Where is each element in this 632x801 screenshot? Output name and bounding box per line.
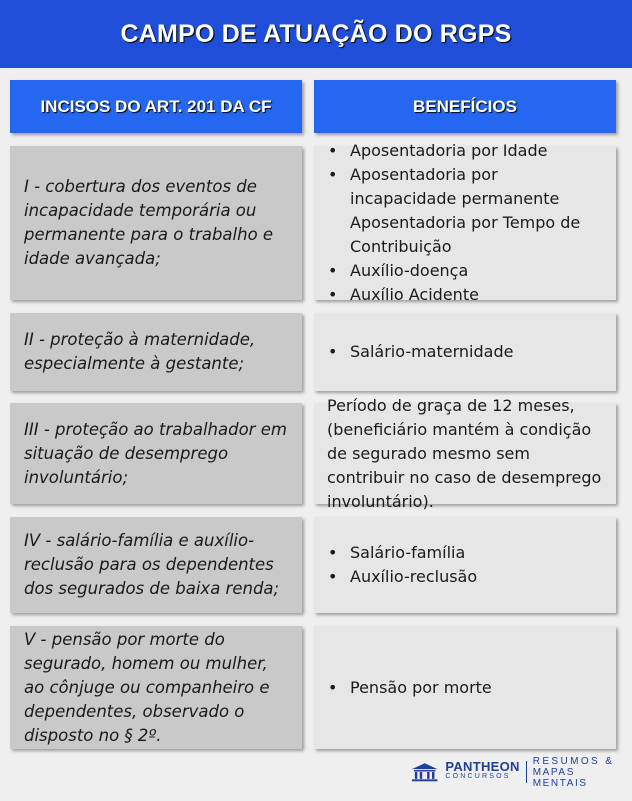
header-beneficios: BENEFÍCIOS bbox=[314, 80, 616, 133]
beneficios-row-3 bbox=[314, 395, 616, 511]
list-item: • Aposentadoria por Idade bbox=[326, 139, 606, 163]
list-item: • Salário-família bbox=[326, 541, 477, 565]
inciso-text: IV - salário-família e auxílio-reclusão para os dependentes dos segurados de baixa renda; bbox=[24, 531, 280, 598]
inciso-text: V - pensão por morte do segurado, homem ou mulher, ao cônjuge ou companheiro e dependentes, observado o disposto no § 2º. bbox=[24, 629, 270, 745]
list-item: • Auxílio-doença bbox=[326, 259, 606, 283]
list-item: • Auxílio-reclusão bbox=[326, 565, 477, 589]
benefit-text: Período de graça de 12 meses, (beneficiário mantém à condição de segurado mesmo sem contribuir no caso de desemprego involuntário). bbox=[327, 395, 602, 511]
beneficios-row-2 bbox=[314, 313, 616, 391]
list-item: • Salário-maternidade bbox=[326, 340, 513, 364]
inciso-text: I - cobertura dos eventos de incapacidade temporária ou permanente para o trabalho e idade avançada; bbox=[24, 177, 274, 268]
header-incisos: INCISOS DO ART. 201 DA CF bbox=[10, 80, 302, 133]
list-item: • Auxílio Acidente bbox=[326, 283, 606, 307]
benefit-list bbox=[326, 340, 513, 364]
footer-logo bbox=[410, 755, 632, 789]
tagline-line-1: RESUMOS & bbox=[532, 755, 615, 767]
brand-subtitle: CONCURSOS bbox=[445, 773, 511, 780]
benefit-list bbox=[326, 676, 492, 700]
inciso-row-3 bbox=[10, 403, 302, 504]
temple-icon bbox=[410, 762, 439, 782]
tagline-line-2: MAPAS MENTAIS bbox=[532, 766, 588, 789]
beneficios-row-4 bbox=[314, 517, 616, 613]
beneficios-row-5 bbox=[314, 626, 616, 749]
inciso-row-4 bbox=[10, 517, 302, 613]
inciso-row-1 bbox=[10, 146, 302, 300]
brand-name: PANTHEON bbox=[445, 759, 520, 774]
tagline bbox=[533, 756, 632, 789]
inciso-row-5 bbox=[10, 626, 302, 749]
inciso-text: II - proteção à maternidade, especialmente à gestante; bbox=[24, 330, 256, 373]
benefit-list bbox=[326, 139, 606, 307]
beneficios-row-1 bbox=[314, 141, 616, 304]
page-title: CAMPO DE ATUAÇÃO DO RGPS bbox=[0, 0, 632, 68]
inciso-text: III - proteção ao trabalhador em situação de desemprego involuntário; bbox=[24, 419, 287, 487]
brand-block bbox=[445, 759, 520, 782]
list-item: • Aposentadoria por incapacidade permanente Aposentadoria por Tempo de Contribuição bbox=[326, 163, 606, 259]
benefit-list bbox=[326, 541, 477, 589]
divider bbox=[526, 761, 527, 783]
inciso-row-2 bbox=[10, 313, 302, 391]
list-item: • Pensão por morte bbox=[326, 676, 492, 700]
